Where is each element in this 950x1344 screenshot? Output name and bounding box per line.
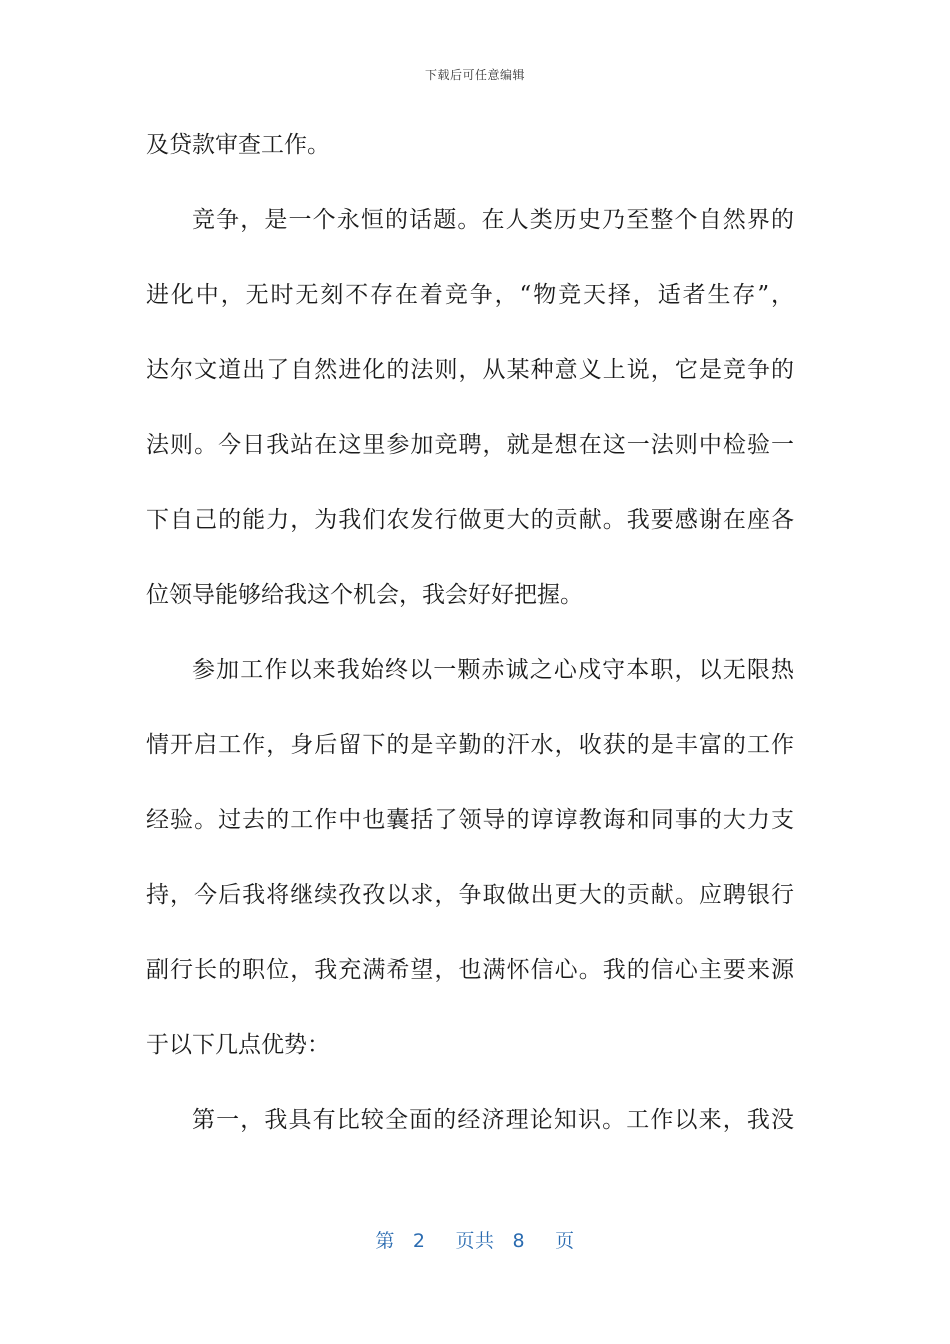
text-line: 法则。今日我站在这里参加竞聘，就是想在这一法则中检验一: [146, 432, 794, 458]
text-line: 进化中，无时无刻不存在着竞争，“物竞天择，适者生存”，: [146, 282, 794, 308]
text-line: 经验。过去的工作中也囊括了领导的谆谆教诲和同事的大力支: [146, 807, 794, 833]
text-line: 情开启工作，身后留下的是辛勤的汗水，收获的是丰富的工作: [146, 732, 794, 758]
text-line: 位领导能够给我这个机会，我会好好把握。: [146, 582, 583, 608]
paragraph-start-line: 第一，我具有比较全面的经济理论知识。工作以来，我没: [192, 1107, 794, 1133]
text-line: 达尔文道出了自然进化的法则，从某种意义上说，它是竞争的: [146, 357, 794, 383]
text-line: 下自己的能力，为我们农发行做更大的贡献。我要感谢在座各: [146, 507, 794, 533]
text-line: 于以下几点优势：: [146, 1032, 330, 1058]
text-line: 副行长的职位，我充满希望，也满怀信心。我的信心主要来源: [146, 957, 794, 983]
current-page-number: 2: [412, 1230, 426, 1252]
total-pages-number: 8: [512, 1230, 526, 1252]
page-label-suffix: 页: [555, 1230, 575, 1252]
page-footer: [0, 1226, 950, 1253]
text-line: 持，今后我将继续孜孜以求，争取做出更大的贡献。应聘银行: [146, 882, 794, 908]
page-header: 下载后可任意编辑: [424, 68, 525, 82]
paragraph-start-line: 参加工作以来我始终以一颗赤诚之心戍守本职，以无限热: [192, 657, 794, 683]
page-label-prefix: 第: [375, 1230, 395, 1252]
document-body: [146, 108, 794, 1158]
text-line: 及贷款审查工作。: [146, 132, 330, 158]
page-label-mid: 页共: [455, 1230, 495, 1252]
paragraph-start-line: 竞争，是一个永恒的话题。在人类历史乃至整个自然界的: [192, 207, 794, 233]
